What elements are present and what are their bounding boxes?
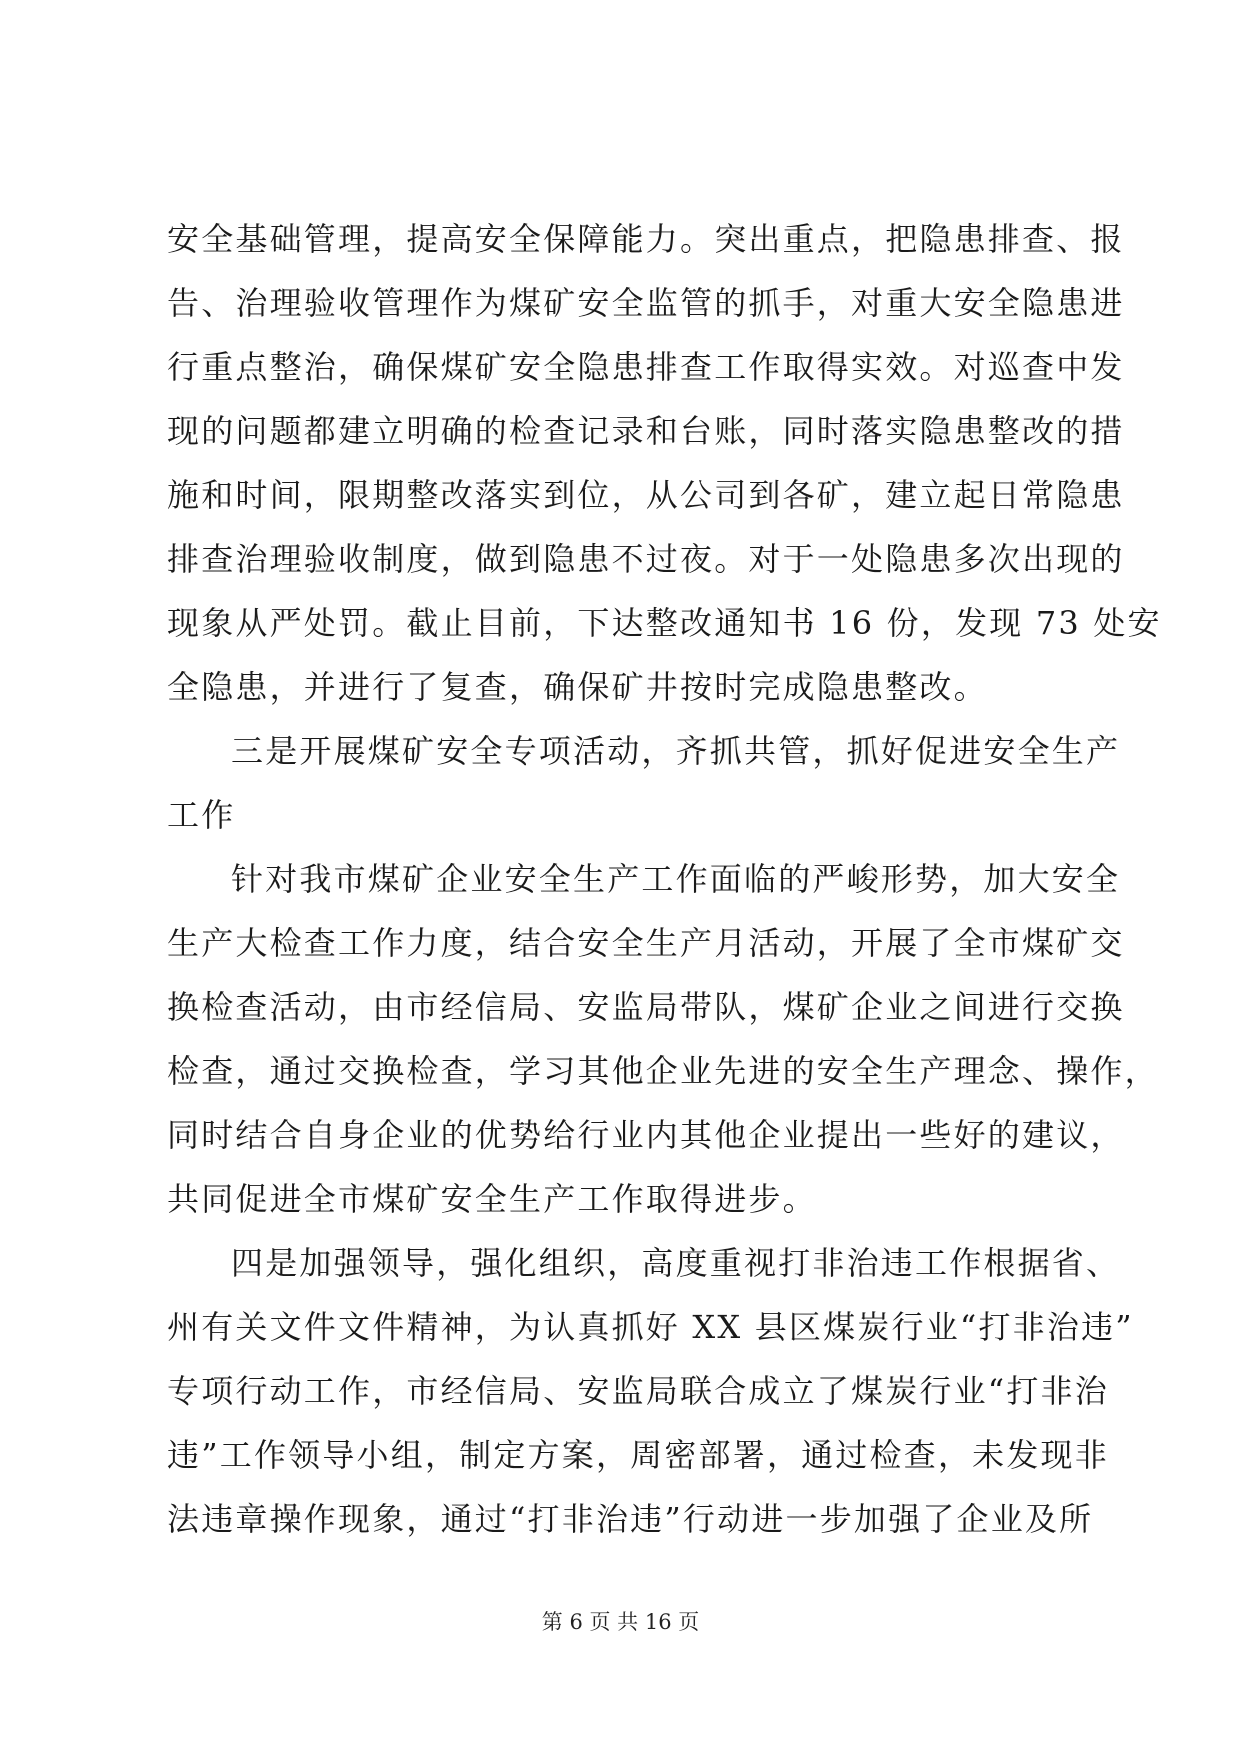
text-line: 全隐患，并进行了复查，确保矿井按时完成隐患整改。 (167, 668, 988, 706)
text-line: 针对我市煤矿企业安全生产工作面临的严峻形势，加大安全 (231, 860, 1121, 898)
text-line: 行重点整治，确保煤矿安全隐患排查工作取得实效。对巡查中发 (167, 348, 1125, 386)
text-line: 检查，通过交换检查，学习其他企业先进的安全生产理念、操作， (167, 1052, 1159, 1090)
text-line: 生产大检查工作力度，结合安全生产月活动，开展了全市煤矿交 (167, 924, 1125, 962)
text-line: 换检查活动，由市经信局、安监局带队，煤矿企业之间进行交换 (167, 988, 1125, 1026)
paragraph-heading: 工作 (167, 796, 236, 834)
text-line: 违”工作领导小组，制定方案，周密部署，通过检查，未发现非 (167, 1436, 1109, 1474)
text-line: 安全基础管理，提高安全保障能力。突出重点，把隐患排查、报 (167, 220, 1125, 258)
text-line: 四是加强领导，强化组织，高度重视打非治违工作根据省、 (231, 1244, 1121, 1282)
page-number-footer: 第 6 页 共 16 页 (541, 1610, 700, 1634)
text-line: 法违章操作现象，通过“打非治违”行动进一步加强了企业及所 (167, 1500, 1094, 1538)
text-line: 州有关文件文件精神，为认真抓好 XX 县区煤炭行业“打非治违” (167, 1308, 1134, 1346)
text-line: 同时结合自身企业的优势给行业内其他企业提出一些好的建议， (167, 1116, 1125, 1154)
text-line: 专项行动工作，市经信局、安监局联合成立了煤炭行业“打非治 (167, 1372, 1109, 1410)
text-line: 告、治理验收管理作为煤矿安全监管的抓手，对重大安全隐患进 (167, 284, 1125, 322)
paragraph-heading: 三是开展煤矿安全专项活动，齐抓共管，抓好促进安全生产 (231, 732, 1121, 770)
text-line: 施和时间，限期整改落实到位，从公司到各矿，建立起日常隐患 (167, 476, 1125, 514)
text-line: 现象从严处罚。截止目前，下达整改通知书 16 份，发现 73 处安 (167, 604, 1162, 642)
text-line: 共同促进全市煤矿安全生产工作取得进步。 (167, 1180, 817, 1218)
text-line: 现的问题都建立明确的检查记录和台账，同时落实隐患整改的措 (167, 412, 1125, 450)
text-line: 排查治理验收制度，做到隐患不过夜。对于一处隐患多次出现的 (167, 540, 1125, 578)
